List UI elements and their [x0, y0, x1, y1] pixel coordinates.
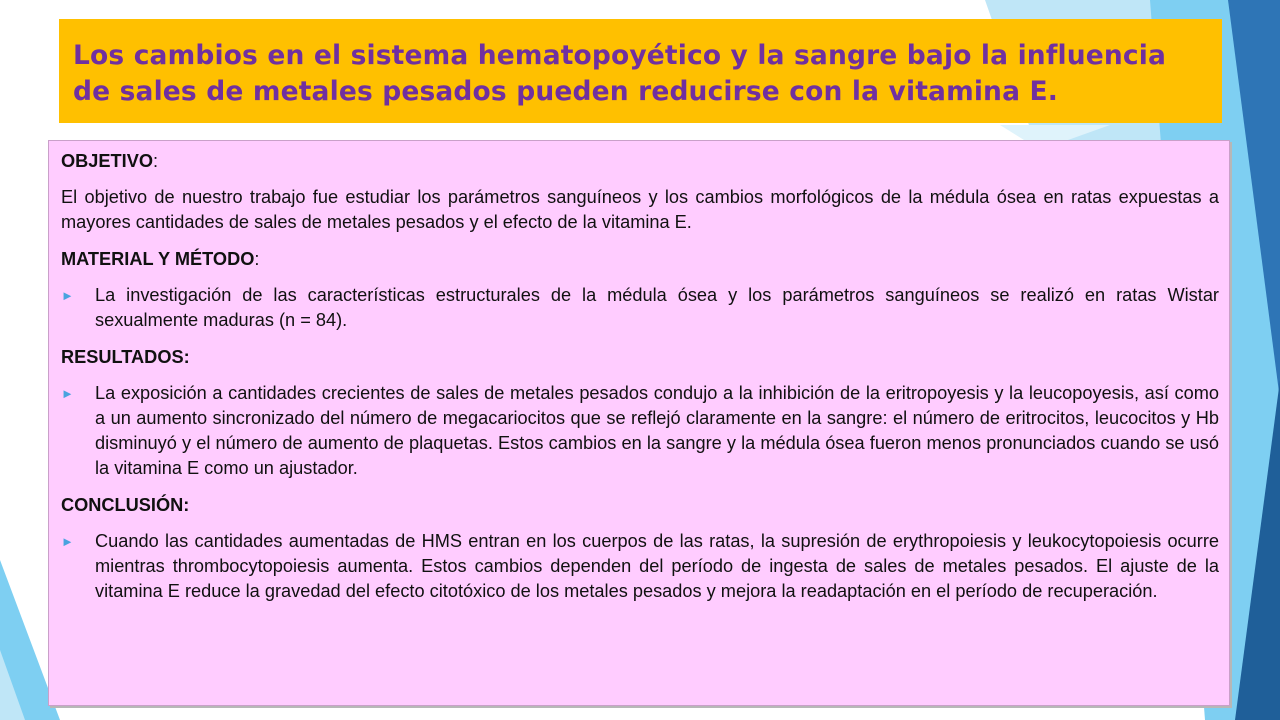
objective-heading	[61, 149, 1219, 174]
triangle-right-icon: ►	[61, 386, 74, 401]
conclusion-bullet-text: Cuando las cantidades aumentadas de HMS entran en los cuerpos de las ratas, la supresión de erythropoiesis y leukocytopoiesis ocurre mientras thrombocytopoiesis aumenta. Estos cambios dependen del período de ingesta de sales de metales pesados. El ajuste de la vitamina E reduce la gravedad del efecto citotóxico de los metales pesados y mejora la readaptación en el período de recuperación.	[95, 531, 1219, 601]
objective-heading-text: OBJETIVO	[61, 151, 153, 171]
method-bullet	[61, 283, 1219, 333]
triangle-right-icon: ►	[61, 534, 74, 549]
results-bullet-text: La exposición a cantidades crecientes de sales de metales pesados condujo a la inhibición de la eritropoyesis y la leucopoyesis, así como a un aumento sincronizado del número de megacariocitos que se reflejó claramente en la sangre: el número de eritrocitos, leucocitos y Hb disminuyó y el número de aumento de plaquetas. Estos cambios en la sangre y la médula ósea fueron menos pronunciados cuando se usó la vitamina E como un ajustador.	[95, 383, 1219, 478]
method-heading-text: MATERIAL Y MÉTODO	[61, 249, 255, 269]
conclusion-heading: CONCLUSIÓN:	[61, 495, 190, 515]
triangle-right-icon: ►	[61, 288, 74, 303]
slide-title: Los cambios en el sistema hematopoyético y la sangre bajo la influencia de sales de metales pesados pueden reducirse con la vitamina E.	[73, 40, 1167, 107]
objective-heading-colon: :	[152, 151, 159, 171]
method-bullet-text: La investigación de las características estructurales de la médula ósea y los parámetros sanguíneos se realizó en ratas Wistar sexualmente maduras (n = 84).	[95, 285, 1219, 330]
results-heading: RESULTADOS:	[61, 347, 190, 367]
method-heading	[61, 247, 1219, 272]
conclusion-bullet	[61, 529, 1219, 604]
objective-text: El objetivo de nuestro trabajo fue estudiar los parámetros sanguíneos y los cambios morfológicos de la médula ósea en ratas expuestas a mayores cantidades de sales de metales pesados y el efecto de la vitamina E.	[61, 187, 1219, 232]
content-panel	[48, 140, 1230, 706]
title-banner	[59, 19, 1222, 123]
results-bullet	[61, 381, 1219, 481]
method-heading-colon: :	[254, 249, 260, 269]
